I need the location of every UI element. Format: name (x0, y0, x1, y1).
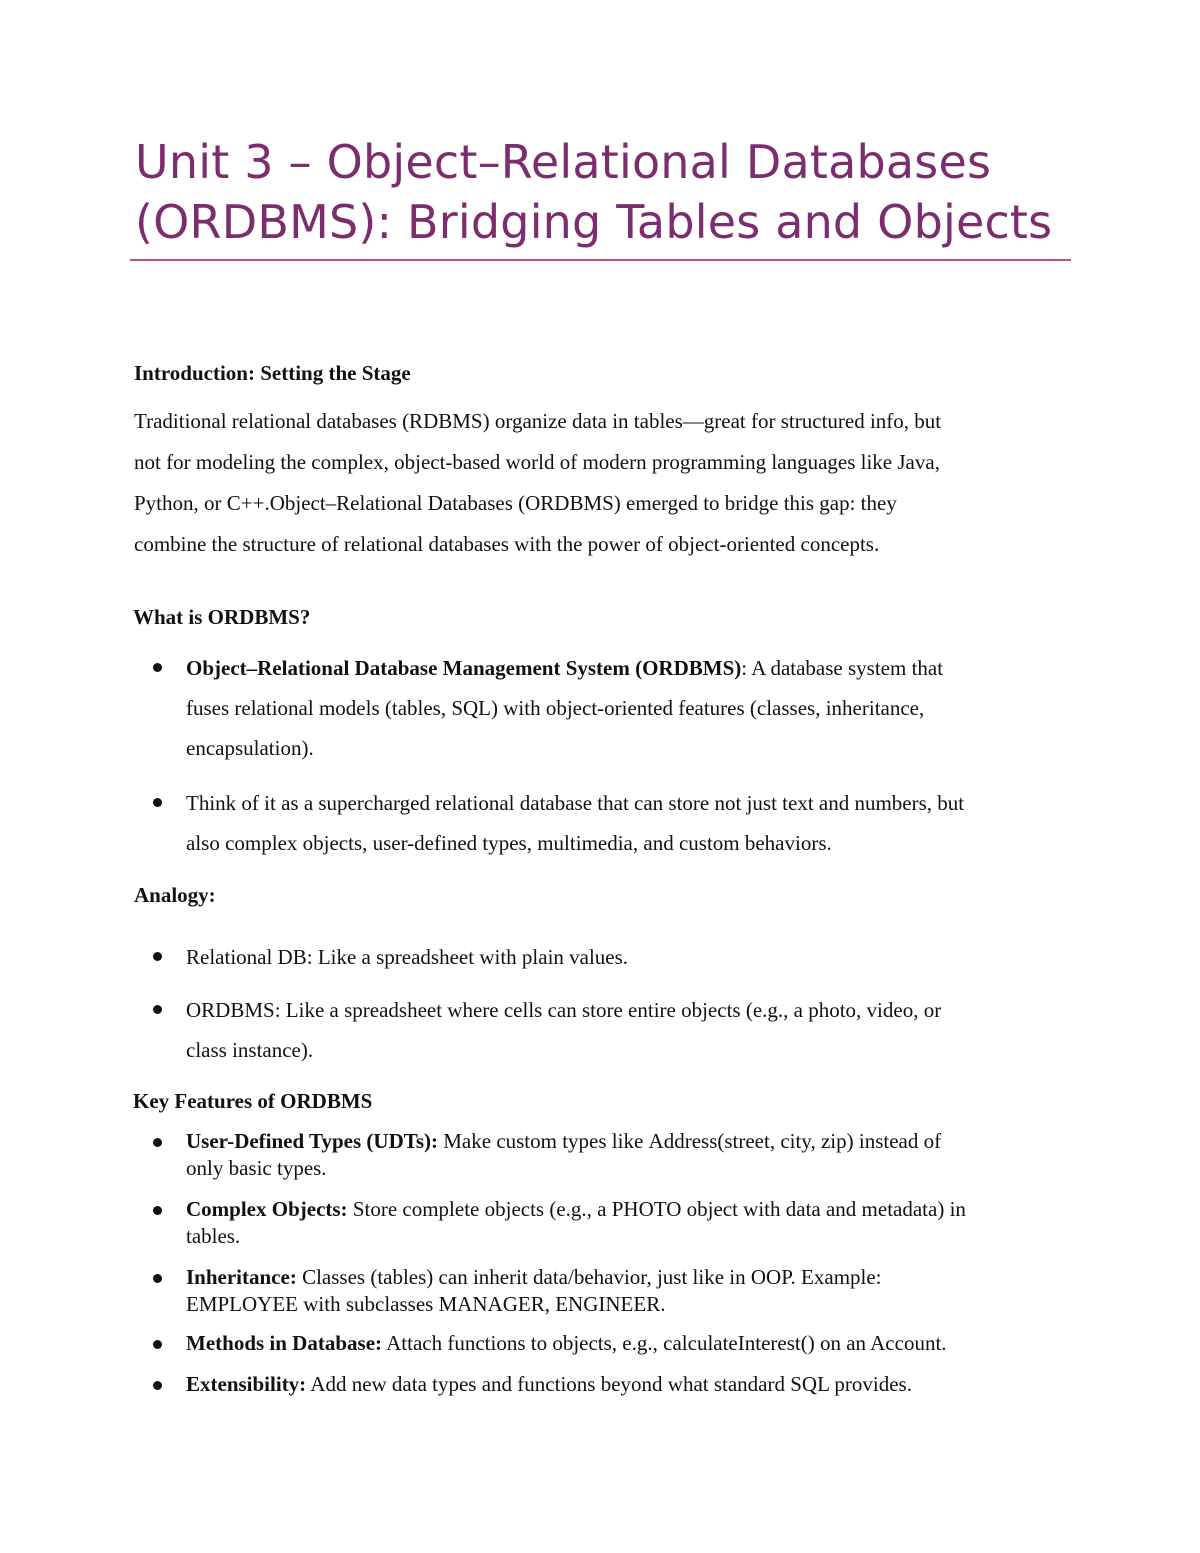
list-item (0, 937, 1066, 977)
ordbms-definition-3: encapsulation). (186, 736, 314, 760)
what-is-heading: What is ORDBMS? (133, 605, 311, 629)
supercharged-line-2: also complex objects, user-defined types, multimedia, and custom behaviors. (186, 831, 832, 855)
list-item (0, 990, 1066, 1070)
intro-line-1: Traditional relational databases (RDBMS) organize data in tables—great for structured info, but (134, 409, 942, 433)
what-is-list-2 (0, 783, 1200, 863)
list-item (0, 1330, 1066, 1357)
bullet-icon (153, 1274, 162, 1283)
list-item (0, 1128, 1066, 1182)
list-item (0, 1371, 1066, 1398)
ordbms-definition-2: fuses relational models (tables, SQL) with object-oriented features (classes, inheritance, (186, 696, 925, 720)
feature-text: Store complete objects (e.g., a (347, 1197, 612, 1221)
intro-paragraph (134, 401, 1074, 565)
list-item (0, 648, 1066, 768)
feature-term: Complex Objects: (186, 1197, 348, 1221)
list-item (0, 783, 1066, 863)
page-title (135, 132, 1075, 252)
features-heading: Key Features of ORDBMS (133, 1089, 373, 1113)
list-item (0, 1196, 1066, 1250)
features-list-extensibility (0, 1371, 1200, 1398)
feature-text: EMPLOYEE with subclasses MANAGER, ENGINEER. (186, 1292, 666, 1316)
feature-term: Extensibility: (186, 1372, 307, 1396)
intro-heading: Introduction: Setting the Stage (134, 361, 411, 385)
feature-code: calculateInterest() (663, 1331, 815, 1355)
supercharged-line-1: Think of it as a supercharged relational database that can store not just text and numbers, but (186, 791, 965, 815)
features-list-inheritance (0, 1264, 1200, 1318)
title-underline (130, 259, 1071, 261)
bullet-icon (153, 1340, 162, 1349)
feature-text: object with data and metadata) in (681, 1197, 966, 1221)
analogy-relational: Relational DB: Like a spreadsheet with plain values. (186, 945, 629, 969)
intro-line-4: combine the structure of relational databases with the power of object-oriented concepts. (134, 532, 880, 556)
bullet-icon (153, 1005, 162, 1014)
list-item (0, 1264, 1066, 1318)
ordbms-definition-1: : A database system that (741, 656, 944, 680)
bullet-icon (153, 952, 162, 961)
title-line-2: (ORDBMS): Bridging Tables and Objects (135, 195, 1053, 249)
feature-text: tables. (186, 1224, 241, 1248)
feature-term: Inheritance: (186, 1265, 297, 1289)
title-line-1: Unit 3 – Object–Relational Databases (135, 135, 992, 189)
feature-code: Address(street, city, zip) (648, 1129, 854, 1153)
feature-term: Methods in Database: (186, 1331, 383, 1355)
features-list-methods (0, 1330, 1200, 1357)
feature-text: instead of (853, 1129, 942, 1153)
what-is-list (0, 648, 1200, 768)
bullet-icon (153, 663, 162, 672)
analogy-heading: Analogy: (134, 883, 216, 907)
feature-term: User-Defined Types (UDTs): (186, 1129, 438, 1153)
analogy-ordbms-2: class instance). (186, 1038, 314, 1062)
analogy-list (0, 937, 1200, 977)
intro-line-2: not for modeling the complex, object-based world of modern programming languages like Java, (134, 450, 940, 474)
features-list-complex (0, 1196, 1200, 1250)
feature-code: PHOTO (611, 1197, 682, 1221)
feature-text: Attach functions to objects, e.g., (382, 1331, 664, 1355)
bullet-icon (153, 798, 162, 807)
feature-text: Classes (tables) can inherit data/behavior, just like in OOP. Example: (296, 1265, 882, 1289)
analogy-list-2 (0, 990, 1200, 1070)
feature-text: only basic types. (186, 1156, 327, 1180)
features-list-udt (0, 1128, 1200, 1182)
bullet-icon (153, 1381, 162, 1390)
ordbms-term: Object–Relational Database Management System (ORDBMS) (186, 656, 742, 680)
feature-text: Make custom types like (438, 1129, 649, 1153)
analogy-ordbms-1: ORDBMS: Like a spreadsheet where cells can store entire objects (e.g., a photo, video, or (186, 998, 942, 1022)
intro-line-3: Python, or C++.Object–Relational Databases (ORDBMS) emerged to bridge this gap: they (134, 491, 897, 515)
bullet-icon (153, 1138, 162, 1147)
bullet-icon (153, 1206, 162, 1215)
feature-text: on an Account. (814, 1331, 947, 1355)
feature-text: Add new data types and functions beyond what standard SQL provides. (306, 1372, 912, 1396)
